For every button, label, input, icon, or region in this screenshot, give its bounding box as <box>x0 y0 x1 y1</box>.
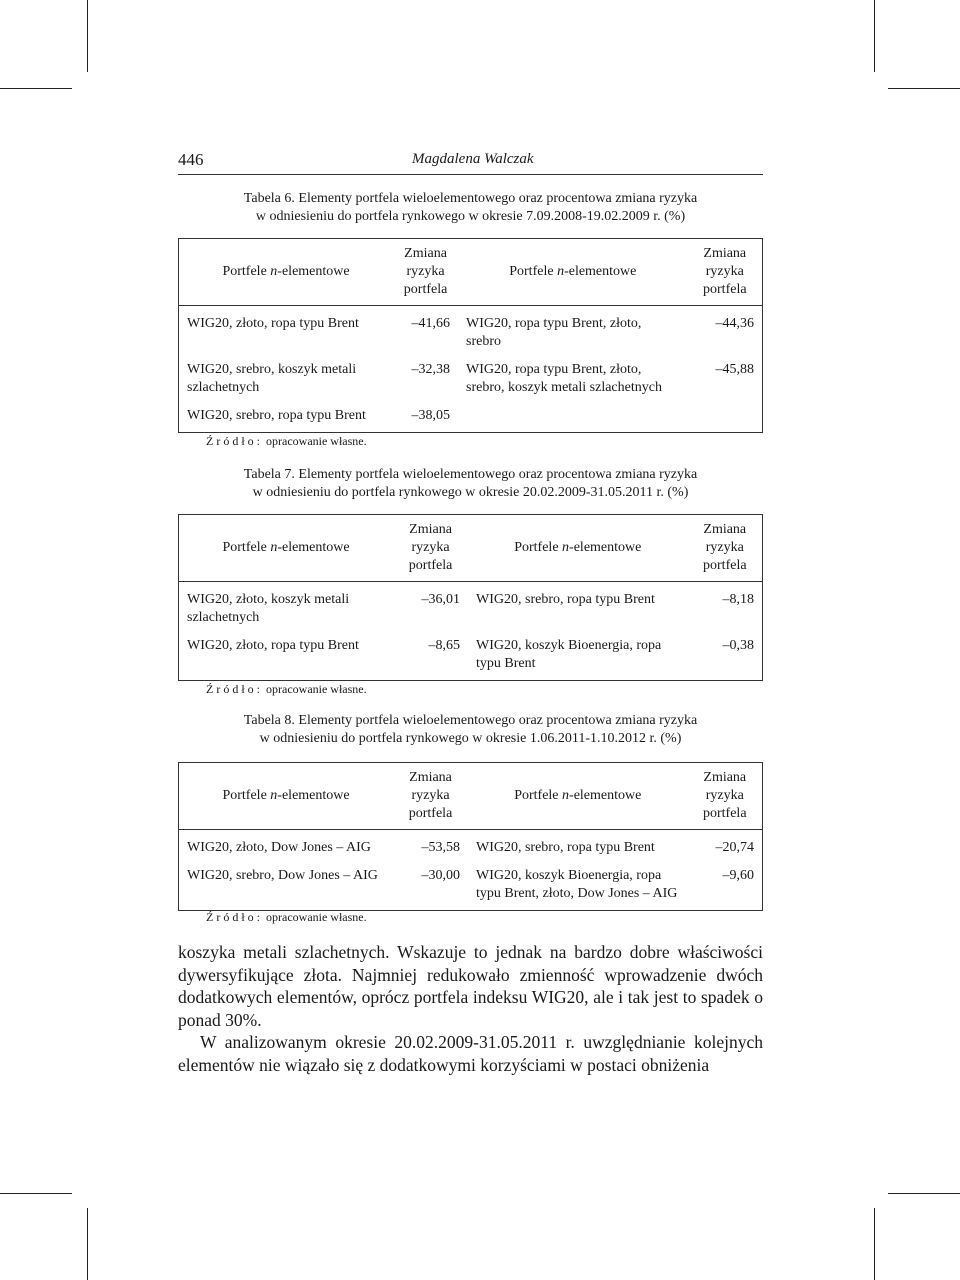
column-header-portfolios: Portfele n-elementowe <box>468 515 688 582</box>
crop-mark <box>0 88 72 89</box>
portfolio-cell: WIG20, srebro, ropa typu Brent <box>475 840 655 855</box>
table-row <box>179 632 763 681</box>
table-header-row <box>179 763 763 830</box>
risk-change-cell: –38,05 <box>411 408 451 423</box>
crop-mark <box>0 1193 72 1194</box>
column-header-portfolios: Portfele n-elementowe <box>179 239 394 306</box>
table-8-source <box>206 910 367 925</box>
portfolio-cell: WIG20, srebro, ropa typu Brent <box>476 592 655 607</box>
table-7-source <box>206 682 367 697</box>
table-caption-line: w odniesieniu do portfela rynkowego w okresie 20.02.2009-31.05.2011 r. (%) <box>252 485 689 500</box>
column-header-risk-change: Zmiana ryzyka portfela <box>393 763 468 830</box>
portfolio-cell: WIG20, koszyk Bioenergia, ropa typu Brent <box>476 638 662 671</box>
risk-change-cell: –9,60 <box>722 868 754 883</box>
column-header-risk-change: Zmiana ryzyka portfela <box>393 515 468 582</box>
column-header-risk-change: Zmiana ryzyka portfela <box>688 239 763 306</box>
risk-change-cell: –44,36 <box>715 316 754 331</box>
table-header-row <box>179 239 763 306</box>
table-6-caption <box>178 190 763 226</box>
crop-mark <box>874 1208 875 1280</box>
risk-change-cell: –30,00 <box>421 868 460 883</box>
risk-change-cell: –53,58 <box>421 840 460 855</box>
crop-mark <box>874 0 875 72</box>
portfolio-cell: WIG20, ropa typu Brent, złoto, srebro, koszyk metali szlachetnych <box>466 362 662 395</box>
page-number: 446 <box>178 150 204 169</box>
column-header-risk-change: Zmiana ryzyka portfela <box>688 763 763 830</box>
table-7 <box>178 514 763 681</box>
table-caption-line: w odniesieniu do portfela rynkowego w okresie 1.06.2011-1.10.2012 r. (%) <box>259 731 682 746</box>
table-caption-line: Tabela 8. Elementy portfela wieloelementowego oraz procentowa zmiana ryzyka <box>243 713 698 728</box>
body-paragraph: W analizowanym okresie 20.02.2009-31.05.2011 r. uwzględnianie kolejnych elementów nie wiązało się z dodatkowymi korzyściami w postaci obniżenia <box>178 1032 763 1075</box>
table-6 <box>178 238 763 433</box>
table-row <box>179 862 763 911</box>
portfolio-cell: WIG20, złoto, koszyk metali szlachetnych <box>187 592 350 625</box>
table-caption-line: w odniesieniu do portfela rynkowego w okresie 7.09.2008-19.02.2009 r. (%) <box>255 209 686 224</box>
risk-change-cell: –8,18 <box>722 592 754 607</box>
running-header-author: Magdalena Walczak <box>412 151 534 167</box>
body-text <box>178 941 763 1076</box>
table-header-row <box>179 515 763 582</box>
running-header <box>178 146 763 175</box>
portfolio-cell: WIG20, ropa typu Brent, złoto, srebro <box>466 316 642 349</box>
risk-change-cell: –8,65 <box>428 638 461 653</box>
portfolio-cell <box>458 402 688 433</box>
source-label: Źródło: <box>206 434 263 448</box>
source-text: opracowanie własne. <box>263 682 367 696</box>
portfolio-cell: WIG20, złoto, Dow Jones – AIG <box>187 840 371 855</box>
table-row <box>179 582 763 633</box>
crop-mark <box>888 88 960 89</box>
source-label: Źródło: <box>206 682 263 696</box>
risk-change-cell: –45,88 <box>715 362 754 377</box>
body-paragraph: koszyka metali szlachetnych. Wskazuje to jednak na bardzo dobre właściwości dywersyfikujące złota. Najmniej redukowało zmienność wprowadzenie dwóch dodatkowych elementów, oprócz portfela indeksu WIG20, ale i tak jest to spadek o ponad 30%. <box>178 942 763 1030</box>
crop-mark <box>87 1208 88 1280</box>
column-header-portfolios: Portfele n-elementowe <box>458 239 688 306</box>
table-row <box>179 356 763 402</box>
risk-change-cell: –0,38 <box>722 638 754 653</box>
crop-mark <box>888 1193 960 1194</box>
column-header-portfolios: Portfele n-elementowe <box>179 763 394 830</box>
risk-change-cell <box>688 402 763 433</box>
source-text: opracowanie własne. <box>263 910 367 924</box>
table-caption-line: Tabela 6. Elementy portfela wieloelementowego oraz procentowa zmiana ryzyka <box>243 191 698 206</box>
table-row <box>179 402 763 433</box>
table-8-caption <box>178 712 763 748</box>
table-row <box>179 830 763 863</box>
portfolio-cell: WIG20, srebro, koszyk metali szlachetnych <box>187 362 357 395</box>
portfolio-cell: WIG20, koszyk Bioenergia, ropa typu Brent, złoto, Dow Jones – AIG <box>475 868 678 901</box>
table-6-source <box>206 434 367 449</box>
risk-change-cell: –32,38 <box>411 362 451 377</box>
column-header-risk-change: Zmiana ryzyka portfela <box>393 239 458 306</box>
source-label: Źródło: <box>206 910 263 924</box>
source-text: opracowanie własne. <box>263 434 367 448</box>
risk-change-cell: –20,74 <box>715 840 754 855</box>
crop-mark <box>87 0 88 72</box>
column-header-portfolios: Portfele n-elementowe <box>468 763 688 830</box>
risk-change-cell: –36,01 <box>421 592 461 607</box>
portfolio-cell: WIG20, srebro, Dow Jones – AIG <box>187 868 378 883</box>
portfolio-cell: WIG20, złoto, ropa typu Brent <box>187 316 359 331</box>
portfolio-cell: WIG20, srebro, ropa typu Brent <box>187 408 366 423</box>
table-7-caption <box>178 466 763 502</box>
table-8 <box>178 762 763 911</box>
table-caption-line: Tabela 7. Elementy portfela wieloelementowego oraz procentowa zmiana ryzyka <box>243 467 698 482</box>
risk-change-cell: –41,66 <box>411 316 451 331</box>
column-header-risk-change: Zmiana ryzyka portfela <box>688 515 763 582</box>
column-header-portfolios: Portfele n-elementowe <box>179 515 394 582</box>
table-row <box>179 306 763 357</box>
portfolio-cell: WIG20, złoto, ropa typu Brent <box>187 638 359 653</box>
